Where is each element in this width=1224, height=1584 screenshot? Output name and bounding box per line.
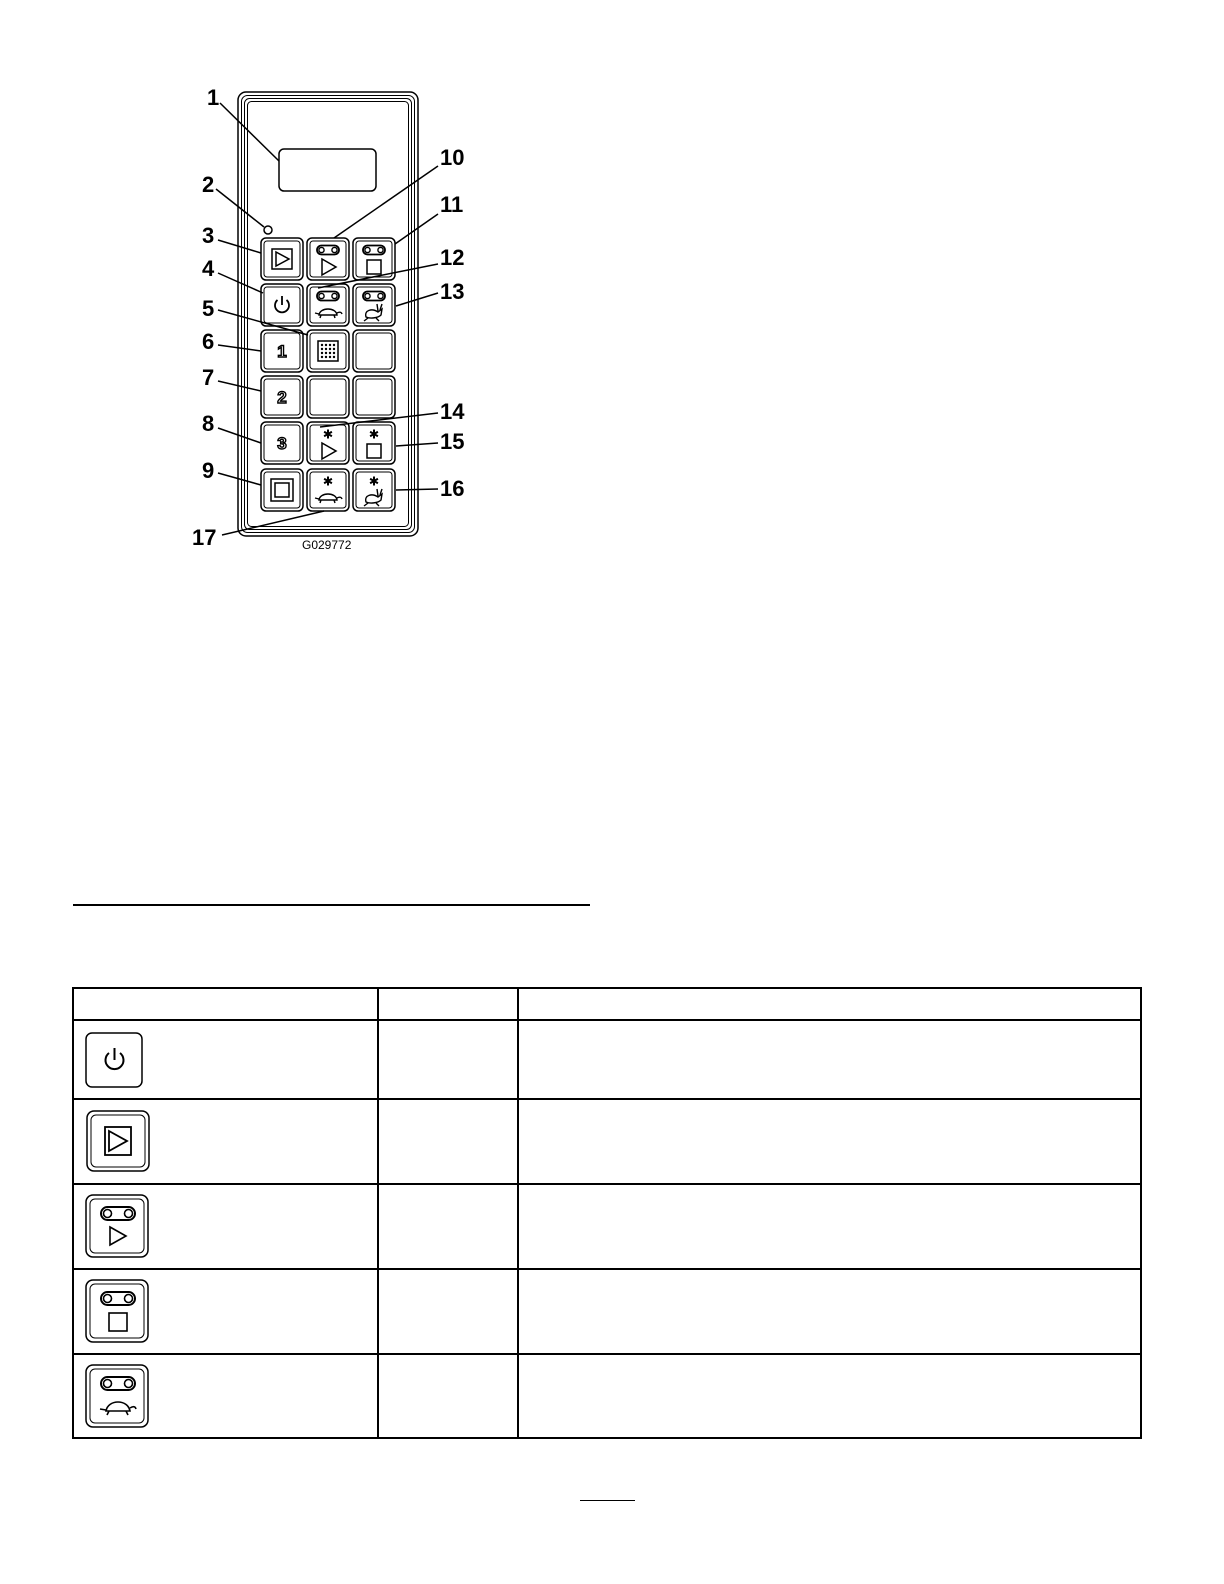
run-icon xyxy=(74,1100,164,1180)
table-cell xyxy=(518,1099,1141,1184)
table-cell xyxy=(518,1184,1141,1269)
table-cell xyxy=(378,1020,518,1099)
callout-13: 13 xyxy=(440,279,465,304)
conveyor-slow-button[interactable] xyxy=(307,284,349,326)
conveyor-fast-button[interactable] xyxy=(353,284,395,326)
table-cell xyxy=(378,1184,518,1269)
callout-12: 12 xyxy=(440,245,465,270)
table-cell xyxy=(378,1099,518,1184)
callout-9: 9 xyxy=(202,458,215,483)
callout-2: 2 xyxy=(202,172,215,197)
header-name xyxy=(378,988,518,1020)
preset-2-label: 2 xyxy=(277,388,287,407)
callout-15: 15 xyxy=(440,429,465,454)
callout-5: 5 xyxy=(202,296,215,321)
header-control xyxy=(73,988,378,1020)
spinner-fast-button[interactable] xyxy=(353,469,395,511)
blank-button[interactable] xyxy=(353,330,395,372)
callout-14: 14 xyxy=(440,399,465,424)
controls-table xyxy=(72,987,1142,1439)
callout-10: 10 xyxy=(440,145,465,170)
table-row xyxy=(73,1020,1141,1099)
table-icon-cell xyxy=(73,1269,378,1354)
preset-1-button[interactable] xyxy=(261,330,303,372)
table-row xyxy=(73,1099,1141,1184)
table-icon-cell xyxy=(73,1020,378,1099)
table-header-row xyxy=(73,988,1141,1020)
callout-7: 7 xyxy=(202,365,215,390)
conveyor-stop-icon xyxy=(74,1270,164,1350)
callout-6: 6 xyxy=(202,329,215,354)
callout-17: 17 xyxy=(192,525,217,550)
preset-3-label: 3 xyxy=(277,434,287,453)
callout-8: 8 xyxy=(202,411,215,436)
page-number-underline xyxy=(580,1500,635,1501)
preset-2-button[interactable] xyxy=(261,376,303,418)
spinner-run-button[interactable] xyxy=(307,422,349,464)
callout-16: 16 xyxy=(440,476,465,501)
callout-3: 3 xyxy=(202,223,215,248)
spinner-stop-button[interactable] xyxy=(353,422,395,464)
header-description xyxy=(518,988,1141,1020)
table-cell xyxy=(518,1020,1141,1099)
blank-button[interactable] xyxy=(353,376,395,418)
preset-3-button[interactable] xyxy=(261,422,303,464)
stop-button[interactable] xyxy=(261,469,303,511)
callout-11: 11 xyxy=(440,192,464,217)
power-button[interactable] xyxy=(261,284,303,326)
conveyor-slow-icon xyxy=(74,1355,164,1435)
figure-code: G029772 xyxy=(302,538,352,552)
table-row xyxy=(73,1354,1141,1438)
section-divider xyxy=(73,904,590,906)
status-indicator-light xyxy=(264,226,272,234)
callout-1: 1 xyxy=(207,85,220,110)
display-window xyxy=(279,149,376,191)
run-button[interactable] xyxy=(261,238,303,280)
table-cell xyxy=(378,1354,518,1438)
table-icon-cell xyxy=(73,1184,378,1269)
conveyor-run-button[interactable] xyxy=(307,238,349,280)
preset-1-label: 1 xyxy=(277,342,287,361)
table-row xyxy=(73,1269,1141,1354)
table-cell xyxy=(378,1269,518,1354)
keypad-button[interactable] xyxy=(307,330,349,372)
table-icon-cell xyxy=(73,1354,378,1438)
table-row xyxy=(73,1184,1141,1269)
conveyor-run-icon xyxy=(74,1185,164,1265)
table-icon-cell xyxy=(73,1099,378,1184)
table-cell xyxy=(518,1269,1141,1354)
power-icon xyxy=(74,1021,154,1093)
table-cell xyxy=(518,1354,1141,1438)
spinner-slow-button[interactable] xyxy=(307,469,349,511)
callout-4: 4 xyxy=(202,256,215,281)
blank-button[interactable] xyxy=(307,376,349,418)
